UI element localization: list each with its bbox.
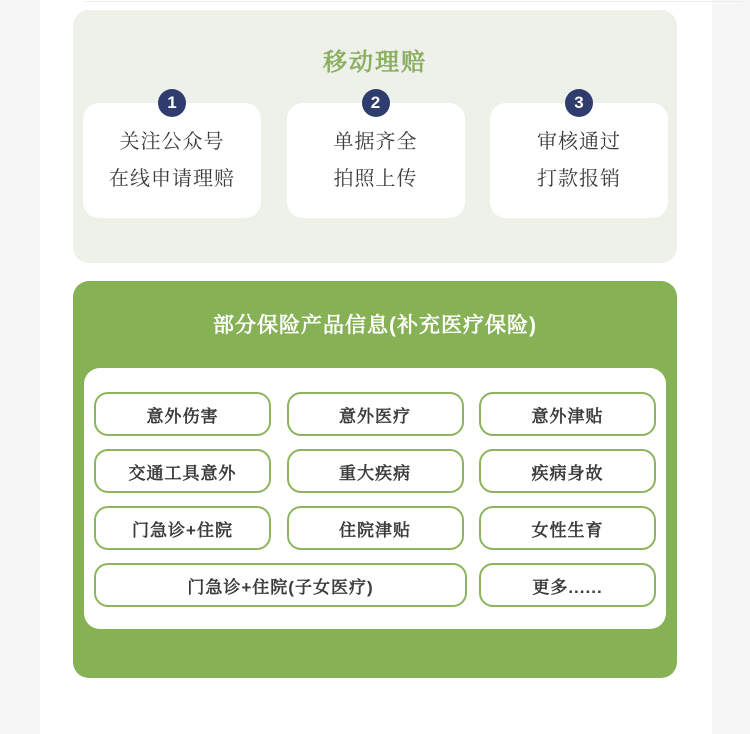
product-button-critical-illness[interactable]: 重大疾病 — [287, 449, 464, 493]
step-2-line-1: 单据齐全 — [333, 131, 418, 153]
product-button-transport-accident[interactable]: 交通工具意外 — [94, 449, 271, 493]
product-button-hospital-allowance[interactable]: 住院津贴 — [287, 506, 464, 550]
products-row-3 — [94, 506, 656, 550]
page-right-margin — [712, 0, 750, 734]
step-3-line-1: 审核通过 — [537, 131, 621, 153]
product-button-children-medical[interactable]: 门急诊+住院(子女医疗) — [94, 563, 467, 607]
step-1-number-badge: 1 — [158, 89, 186, 117]
product-button-maternity[interactable]: 女性生育 — [479, 506, 656, 550]
insurance-products-card — [84, 368, 666, 629]
mobile-claims-panel — [73, 10, 677, 263]
products-row-2 — [94, 449, 656, 493]
step-1-line-1: 关注公众号 — [119, 131, 225, 153]
step-3-line-2: 打款报销 — [537, 168, 621, 190]
step-2-number-badge: 2 — [362, 89, 390, 117]
step-2-line-2: 拍照上传 — [333, 168, 418, 190]
step-3-number-badge: 3 — [565, 89, 593, 117]
product-button-more[interactable]: 更多...... — [479, 563, 656, 607]
product-button-illness-death[interactable]: 疾病身故 — [479, 449, 656, 493]
claims-step-3-card — [490, 93, 668, 218]
product-button-accident-injury[interactable]: 意外伤害 — [94, 392, 271, 436]
claims-step-1-card — [83, 93, 261, 218]
product-button-accident-medical[interactable]: 意外医疗 — [287, 392, 464, 436]
mobile-claims-title: 移动理赔 — [323, 49, 427, 76]
products-row-1 — [94, 392, 656, 436]
claims-steps-row — [83, 93, 668, 218]
claims-step-2-card — [287, 93, 465, 218]
insurance-products-title: 部分保险产品信息(补充医疗保险) — [213, 314, 537, 337]
step-1-line-2: 在线申请理赔 — [109, 168, 235, 190]
page-left-margin — [0, 0, 40, 734]
insurance-products-panel — [73, 281, 677, 678]
products-row-4 — [94, 563, 656, 607]
product-button-accident-allowance[interactable]: 意外津贴 — [479, 392, 656, 436]
product-button-outpatient-hospital[interactable]: 门急诊+住院 — [94, 506, 271, 550]
top-section-divider — [85, 1, 743, 2]
